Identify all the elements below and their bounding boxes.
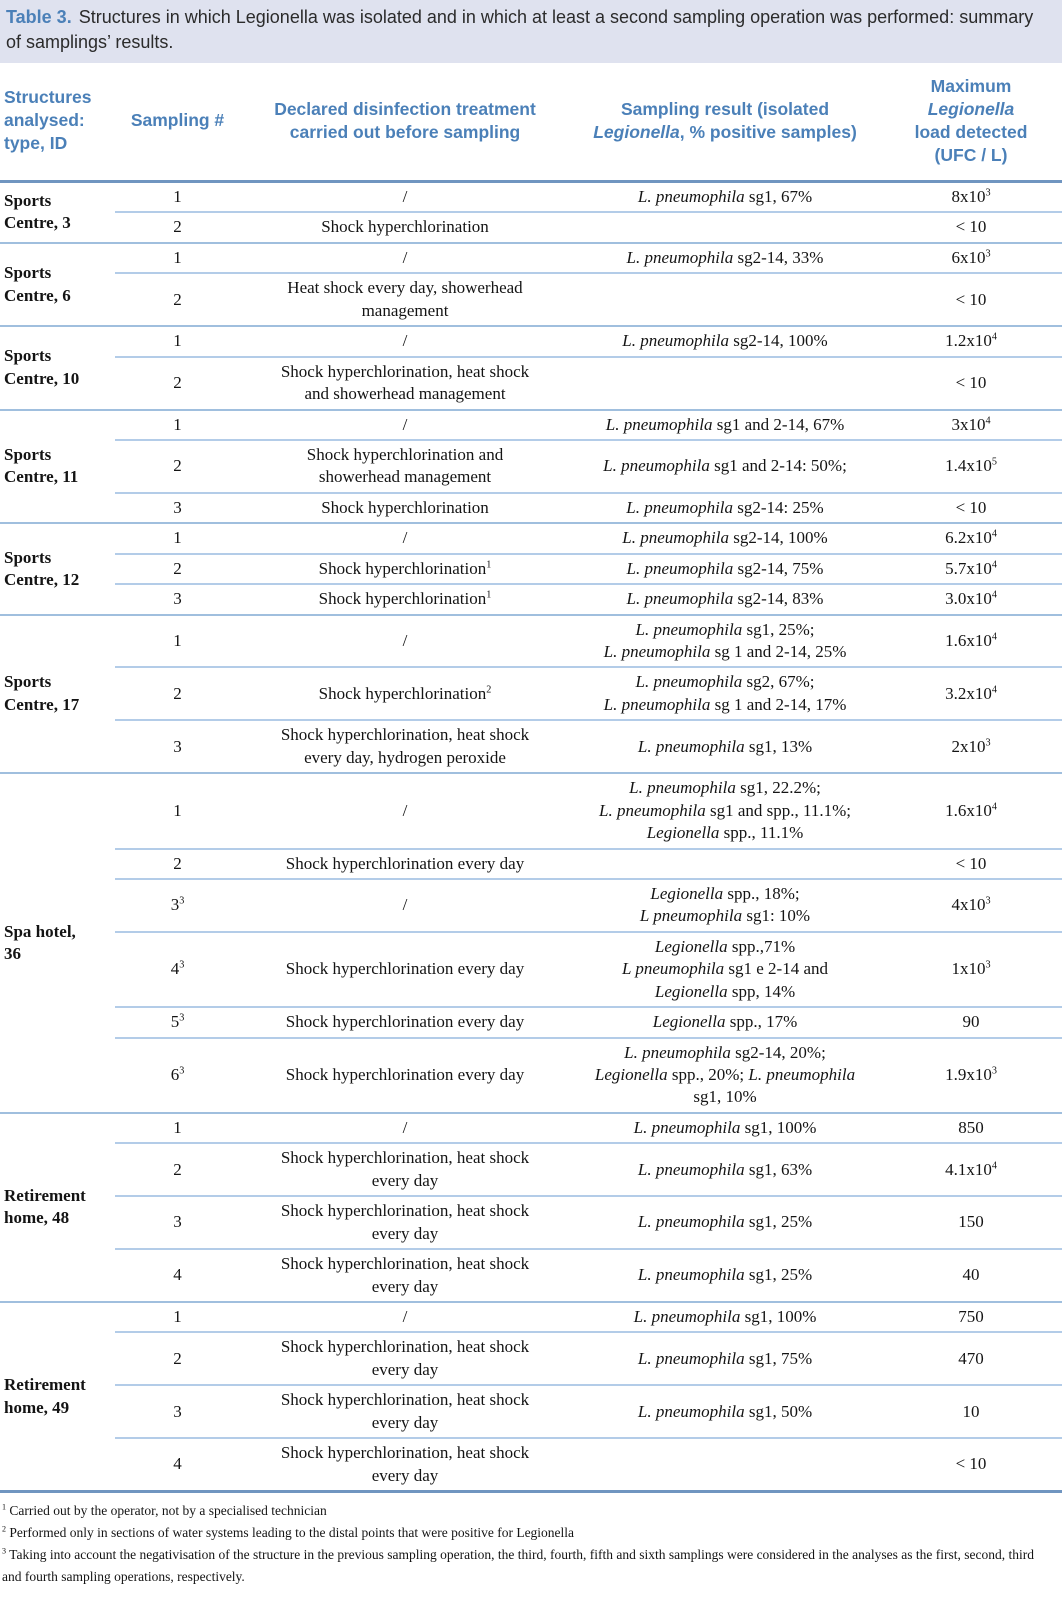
structure-cell: Spa hotel, 36 [0,773,115,1113]
load-cell: $2x10^3$ [880,720,1062,773]
table-title-text: Structures in which Legionella was isolated and in which at least a second sampling operation was performed: summary of samplings’ results. [6,7,1034,52]
structure-cell: Sports Centre, 11 [0,410,115,524]
treatment-cell: Shock hyperchlorination and showerhead management [240,440,570,493]
result-cell: L. pneumophila sg1 and 2-14: 50%; [570,440,880,493]
table-row [0,1385,1062,1438]
result-cell [570,849,880,879]
footnote-2: $^2$ Performed only in sections of water systems leading to the distal points that were positive for Legionella [2,1524,575,1540]
result-cell [570,212,880,242]
footnote-1: $^1$ Carried out by the operator, not by a specialised technician [2,1502,327,1519]
result-cell [570,357,880,410]
load-cell: 850 [880,1113,1062,1143]
sampling-cell: 2 [115,1143,240,1196]
treatment-cell: Shock hyperchlorination every day [240,1038,570,1113]
treatment-cell: / [240,879,570,932]
load-cell: $1.2x10^4$ [880,326,1062,356]
column-header-structures: Structures analysed: type, ID [0,63,115,182]
treatment-cell: Shock hyperchlorination$^1$ [240,554,570,584]
result-cell [570,273,880,326]
load-cell: 90 [880,1007,1062,1037]
load-cell: $1.6x10^4$ [880,773,1062,848]
table-row [0,523,1062,553]
treatment-cell: / [240,773,570,848]
load-cell: $3.0x10^4$ [880,584,1062,614]
result-cell [570,1438,880,1491]
sampling-cell: 2 [115,554,240,584]
sampling-cell: 1 [115,773,240,848]
load-cell: < 10 [880,273,1062,326]
treatment-cell: Shock hyperchlorination [240,493,570,523]
table-row [0,849,1062,879]
load-cell: $4.1x10^4$ [880,1143,1062,1196]
table-body [0,182,1062,1492]
treatment-cell: Shock hyperchlorination, heat shock every day [240,1143,570,1196]
table-row [0,182,1062,213]
table-row [0,493,1062,523]
sampling-cell: $3^3$ [115,879,240,932]
load-cell: < 10 [880,357,1062,410]
treatment-cell: / [240,1302,570,1332]
treatment-cell: / [240,243,570,273]
table-row [0,1038,1062,1113]
treatment-cell: Shock hyperchlorination$^2$ [240,667,570,720]
result-cell: L. pneumophila sg2-14, 100% [570,326,880,356]
sampling-cell: 1 [115,1113,240,1143]
result-cell: Legionella spp., 18%; L pneumophila sg1: 10% [570,879,880,932]
treatment-cell: Shock hyperchlorination, heat shock every day [240,1196,570,1249]
treatment-cell: Shock hyperchlorination [240,212,570,242]
result-cell: L. pneumophila sg1, 25% [570,1249,880,1302]
sampling-cell: 1 [115,243,240,273]
structure-cell: Retirement home, 48 [0,1113,115,1302]
sampling-cell: 2 [115,212,240,242]
table-row [0,410,1062,440]
treatment-cell: Shock hyperchlorination, heat shock every day, hydrogen peroxide [240,720,570,773]
load-cell: < 10 [880,849,1062,879]
table-row [0,667,1062,720]
table-row [0,1302,1062,1332]
sampling-cell: 2 [115,667,240,720]
sampling-cell: 4 [115,1438,240,1491]
sampling-cell: 1 [115,182,240,213]
result-cell: L. pneumophila sg1, 22.2%; L. pneumophila sg1 and spp., 11.1%; Legionella spp., 11.1% [570,773,880,848]
table-row [0,879,1062,932]
sampling-cell: $5^3$ [115,1007,240,1037]
result-cell: L. pneumophila sg1, 75% [570,1332,880,1385]
result-cell: L. pneumophila sg1, 100% [570,1113,880,1143]
result-cell: L. pneumophila sg2-14, 75% [570,554,880,584]
load-cell: < 10 [880,212,1062,242]
sampling-cell: 1 [115,615,240,668]
treatment-cell: / [240,326,570,356]
treatment-cell: / [240,182,570,213]
treatment-cell: Shock hyperchlorination$^1$ [240,584,570,614]
result-cell: Legionella spp.,71% L pneumophila sg1 e 2-14 and Legionella spp, 14% [570,932,880,1007]
sampling-cell: 3 [115,493,240,523]
table-row [0,1143,1062,1196]
table-row [0,1196,1062,1249]
treatment-cell: Shock hyperchlorination, heat shock every day [240,1438,570,1491]
load-cell: $1.6x10^4$ [880,615,1062,668]
sampling-cell: 1 [115,410,240,440]
load-cell: $5.7x10^4$ [880,554,1062,584]
load-cell: < 10 [880,493,1062,523]
table-row [0,1007,1062,1037]
load-cell: $4x10^3$ [880,879,1062,932]
sampling-cell: 2 [115,849,240,879]
treatment-cell: Shock hyperchlorination, heat shock every day [240,1332,570,1385]
result-cell: L. pneumophila sg1, 25% [570,1196,880,1249]
table-row [0,273,1062,326]
table-row [0,212,1062,242]
structure-cell: Sports Centre, 17 [0,615,115,774]
table-row [0,584,1062,614]
table-row [0,720,1062,773]
column-header-treatment: Declared disinfection treatment carried out before sampling [240,63,570,182]
sampling-cell: 1 [115,326,240,356]
result-cell: L. pneumophila sg2-14, 100% [570,523,880,553]
table-row [0,1113,1062,1143]
result-cell: L. pneumophila sg2-14, 83% [570,584,880,614]
treatment-cell: / [240,615,570,668]
structure-cell: Sports Centre, 10 [0,326,115,409]
footnotes [0,1493,1062,1593]
result-cell: L. pneumophila sg1, 63% [570,1143,880,1196]
sampling-cell: 4 [115,1249,240,1302]
table-row [0,440,1062,493]
footnote-3: $^3$ Taking into account the negativisation of the structure in the previous sampling operation, the third, fourth, fifth and sixth samplings were considered in the analyses as the first, second, third and fourth sampling operations, respectively. [2,1546,1034,1584]
results-table [0,63,1062,1493]
column-header-sampling: Sampling # [115,63,240,182]
sampling-cell: 2 [115,440,240,493]
table-title-label: Table 3. [6,7,72,27]
load-cell: $3x10^4$ [880,410,1062,440]
sampling-cell: 2 [115,357,240,410]
load-cell: 750 [880,1302,1062,1332]
table-row [0,615,1062,668]
treatment-cell: Shock hyperchlorination, heat shock every day [240,1249,570,1302]
load-cell: $6x10^3$ [880,243,1062,273]
result-cell: L. pneumophila sg1, 25%; L. pneumophila sg 1 and 2-14, 25% [570,615,880,668]
result-cell: Legionella spp., 17% [570,1007,880,1037]
load-cell: 150 [880,1196,1062,1249]
result-cell: L. pneumophila sg1, 100% [570,1302,880,1332]
column-header-result: Sampling result (isolated Legionella, % positive samples) [570,63,880,182]
load-cell: $8x10^3$ [880,182,1062,213]
result-cell: L. pneumophila sg1, 13% [570,720,880,773]
table-header [0,63,1062,182]
sampling-cell: 3 [115,584,240,614]
table-row [0,326,1062,356]
load-cell: 470 [880,1332,1062,1385]
load-cell: $1.9x10^3$ [880,1038,1062,1113]
structure-cell: Sports Centre, 3 [0,182,115,243]
treatment-cell: Shock hyperchlorination every day [240,1007,570,1037]
table-row [0,1438,1062,1491]
treatment-cell: / [240,523,570,553]
result-cell: L. pneumophila sg1, 67% [570,182,880,213]
table-row [0,554,1062,584]
treatment-cell: / [240,1113,570,1143]
structure-cell: Sports Centre, 12 [0,523,115,614]
sampling-cell: 2 [115,1332,240,1385]
table-row [0,932,1062,1007]
treatment-cell: Heat shock every day, showerhead management [240,273,570,326]
load-cell: $1.4x10^5$ [880,440,1062,493]
result-cell: L. pneumophila sg2-14, 20%; Legionella spp., 20%; L. pneumophila sg1, 10% [570,1038,880,1113]
treatment-cell: Shock hyperchlorination every day [240,849,570,879]
header-row [0,63,1062,182]
sampling-cell: $4^3$ [115,932,240,1007]
load-cell: $3.2x10^4$ [880,667,1062,720]
result-cell: L. pneumophila sg1 and 2-14, 67% [570,410,880,440]
table-row [0,773,1062,848]
treatment-cell: Shock hyperchlorination every day [240,932,570,1007]
load-cell: $1x10^3$ [880,932,1062,1007]
result-cell: L. pneumophila sg1, 50% [570,1385,880,1438]
sampling-cell: 1 [115,1302,240,1332]
load-cell: < 10 [880,1438,1062,1491]
sampling-cell: 1 [115,523,240,553]
treatment-cell: Shock hyperchlorination, heat shock and showerhead management [240,357,570,410]
load-cell: 40 [880,1249,1062,1302]
sampling-cell: $6^3$ [115,1038,240,1113]
table-row [0,357,1062,410]
load-cell: $6.2x10^4$ [880,523,1062,553]
treatment-cell: / [240,410,570,440]
sampling-cell: 3 [115,720,240,773]
table-row [0,1249,1062,1302]
treatment-cell: Shock hyperchlorination, heat shock every day [240,1385,570,1438]
result-cell: L. pneumophila sg2-14: 25% [570,493,880,523]
load-cell: 10 [880,1385,1062,1438]
sampling-cell: 2 [115,273,240,326]
sampling-cell: 3 [115,1385,240,1438]
table-row [0,1332,1062,1385]
column-header-load: Maximum Legionella load detected (UFC / L) [880,63,1062,182]
sampling-cell: 3 [115,1196,240,1249]
result-cell: L. pneumophila sg2-14, 33% [570,243,880,273]
structure-cell: Retirement home, 49 [0,1302,115,1492]
structure-cell: Sports Centre, 6 [0,243,115,326]
table-row [0,243,1062,273]
result-cell: L. pneumophila sg2, 67%; L. pneumophila sg 1 and 2-14, 17% [570,667,880,720]
table-title-bar [0,0,1062,63]
